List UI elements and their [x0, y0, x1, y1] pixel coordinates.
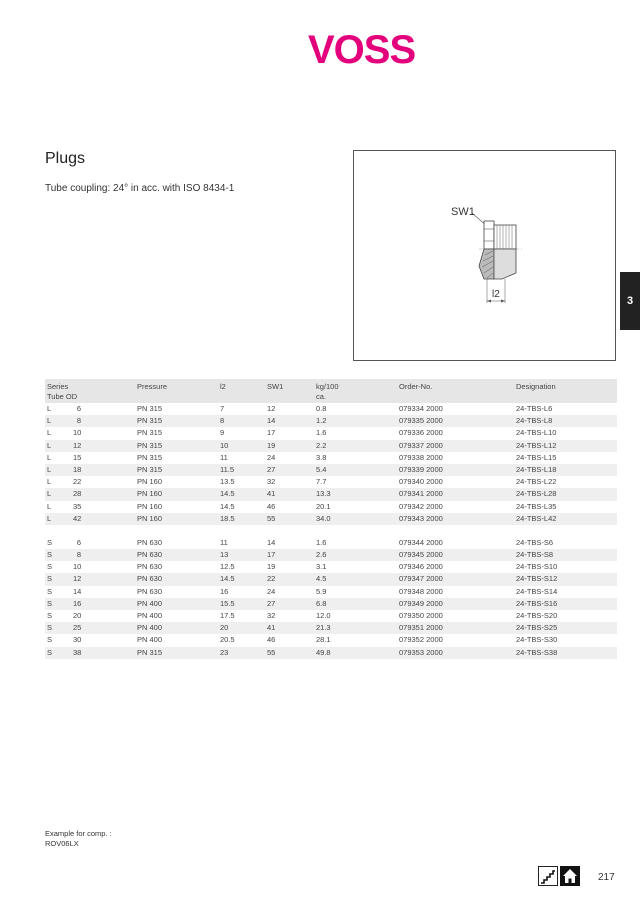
cell-sw1: 24: [267, 586, 276, 596]
cell-pressure: PN 315: [137, 452, 163, 462]
cell-pressure: PN 630: [137, 586, 163, 596]
cell-designation: 24-TBS-S20: [516, 611, 558, 620]
cell-order-no: 079343 2000: [399, 513, 443, 523]
cell-order-no: 079337 2000: [399, 440, 443, 450]
page-subtitle: Tube coupling: 24° in acc. with ISO 8434-1: [45, 183, 235, 194]
cell-l2: 14.5: [220, 489, 235, 499]
cell-pressure: PN 400: [137, 611, 163, 620]
cell-designation: 24-TBS-L12: [516, 440, 557, 450]
cell-pressure: PN 315: [137, 416, 163, 426]
table-row: [45, 537, 617, 549]
cell-pressure: PN 630: [137, 574, 163, 584]
header-series: Series Tube OD: [47, 382, 78, 401]
cell-pressure: PN 160: [137, 489, 163, 499]
cell-pressure: PN 160: [137, 477, 163, 487]
cell-designation: 24-TBS-L8: [516, 416, 553, 426]
cell-sw1: 46: [267, 635, 276, 645]
cell-series: S: [47, 562, 53, 572]
cell-l2: 10: [220, 440, 229, 450]
cell-sw1: 19: [267, 440, 276, 450]
cell-pressure: PN 315: [137, 440, 163, 450]
table-body-l: [45, 403, 617, 525]
cell-series: S: [47, 647, 53, 657]
cell-kg-per-100: 5.9: [316, 586, 327, 596]
cell-series: L: [47, 489, 52, 499]
cell-kg-per-100: 34.0: [316, 513, 331, 523]
cell-tube-od: 38: [73, 647, 82, 657]
cell-series: S: [47, 550, 53, 560]
header-pressure: Pressure: [137, 382, 168, 391]
l2-label: l2: [492, 289, 500, 300]
cell-designation: 24-TBS-L35: [516, 501, 557, 511]
table-row: [45, 464, 617, 476]
table-row: [45, 501, 617, 513]
cell-pressure: PN 160: [137, 513, 163, 523]
cell-tube-od: 42: [73, 513, 82, 523]
table-row: [45, 561, 617, 573]
cell-designation: 24-TBS-L18: [516, 464, 557, 474]
cell-order-no: 079340 2000: [399, 477, 443, 487]
cell-designation: 24-TBS-S38: [516, 647, 558, 657]
cell-series: S: [47, 611, 53, 620]
header-sw1: SW1: [267, 382, 284, 391]
footnote-line2: ROV06LX: [45, 839, 79, 848]
header-order-no: Order-No.: [399, 382, 433, 391]
cell-l2: 14.5: [220, 574, 235, 584]
cell-pressure: PN 630: [137, 562, 163, 572]
cell-tube-od: 14: [73, 586, 82, 596]
cell-tube-od: 28: [73, 489, 82, 499]
cell-kg-per-100: 1.2: [316, 416, 327, 426]
cell-order-no: 079349 2000: [399, 598, 443, 608]
page-number: 217: [598, 872, 615, 883]
cell-order-no: 079342 2000: [399, 501, 443, 511]
cell-l2: 11: [220, 452, 228, 462]
cell-kg-per-100: 2.2: [316, 440, 327, 450]
table-header: [45, 379, 617, 403]
table-row: [45, 586, 617, 598]
cell-designation: 24-TBS-S12: [516, 574, 558, 584]
cell-sw1: 24: [267, 452, 276, 462]
stairs-icon[interactable]: [538, 866, 558, 886]
cell-l2: 11: [220, 537, 228, 547]
cell-tube-od: 18: [73, 464, 82, 474]
cell-series: S: [47, 598, 53, 608]
table-row: [45, 440, 617, 452]
cell-series: S: [47, 537, 53, 547]
cell-tube-od: 6: [76, 537, 81, 547]
cell-pressure: PN 315: [137, 404, 163, 413]
cell-l2: 8: [220, 416, 225, 426]
table-row: [45, 476, 617, 488]
cell-sw1: 46: [267, 501, 276, 511]
cell-designation: 24-TBS-S25: [516, 623, 558, 633]
table-row: [45, 634, 617, 646]
table-row: [45, 415, 617, 427]
cell-order-no: 079339 2000: [399, 464, 443, 474]
cell-sw1: 27: [267, 598, 276, 608]
cell-kg-per-100: 7.7: [316, 477, 327, 487]
cell-sw1: 41: [267, 489, 276, 499]
cell-order-no: 079341 2000: [399, 489, 443, 499]
cell-kg-per-100: 3.1: [316, 562, 327, 572]
cell-sw1: 14: [267, 416, 276, 426]
cell-sw1: 55: [267, 647, 276, 657]
cell-tube-od: 8: [76, 416, 81, 426]
plug-drawing: [354, 151, 617, 362]
cell-pressure: PN 630: [137, 537, 163, 547]
cell-sw1: 41: [267, 623, 276, 633]
cell-l2: 12.5: [220, 562, 235, 572]
cell-series: S: [47, 623, 53, 633]
cell-sw1: 22: [267, 574, 276, 584]
cell-l2: 20: [220, 623, 229, 633]
cell-kg-per-100: 1.6: [316, 428, 327, 438]
cell-order-no: 079338 2000: [399, 452, 443, 462]
cell-l2: 20.5: [220, 635, 235, 645]
cell-sw1: 27: [267, 464, 276, 474]
cell-series: S: [47, 635, 53, 645]
cell-series: S: [47, 574, 53, 584]
cell-pressure: PN 315: [137, 428, 163, 438]
cell-tube-od: 25: [73, 623, 82, 633]
cell-order-no: 079347 2000: [399, 574, 443, 584]
cell-designation: 24-TBS-L10: [516, 428, 557, 438]
cell-order-no: 079353 2000: [399, 647, 443, 657]
cell-pressure: PN 400: [137, 598, 163, 608]
cell-sw1: 14: [267, 537, 276, 547]
table-row: [45, 549, 617, 561]
cell-sw1: 32: [267, 611, 276, 620]
cell-l2: 18.5: [220, 513, 235, 523]
cell-sw1: 12: [267, 404, 276, 413]
cell-sw1: 32: [267, 477, 276, 487]
cell-l2: 13.5: [220, 477, 235, 487]
cell-tube-od: 22: [73, 477, 82, 487]
cell-order-no: 079334 2000: [399, 404, 443, 413]
cell-series: L: [47, 513, 52, 523]
cell-kg-per-100: 5.4: [316, 464, 327, 474]
table-row: [45, 598, 617, 610]
cell-series: L: [47, 452, 52, 462]
table-row: [45, 573, 617, 585]
table-row: [45, 488, 617, 500]
cell-kg-per-100: 6.8: [316, 598, 327, 608]
cell-pressure: PN 315: [137, 464, 163, 474]
cell-tube-od: 30: [73, 635, 82, 645]
cell-l2: 13: [220, 550, 229, 560]
cell-series: L: [47, 501, 52, 511]
cell-l2: 16: [220, 586, 229, 596]
footnote: [45, 829, 112, 849]
cell-tube-od: 10: [73, 562, 82, 572]
cell-designation: 24-TBS-S6: [516, 537, 554, 547]
cell-designation: 24-TBS-L15: [516, 452, 557, 462]
cell-series: L: [47, 477, 52, 487]
cell-order-no: 079351 2000: [399, 623, 443, 633]
cell-series: L: [47, 416, 52, 426]
cell-pressure: PN 400: [137, 635, 163, 645]
cell-designation: 24-TBS-S16: [516, 598, 558, 608]
cell-tube-od: 10: [73, 428, 82, 438]
cell-kg-per-100: 2.6: [316, 550, 327, 560]
cell-sw1: 17: [267, 428, 276, 438]
cell-order-no: 079336 2000: [399, 428, 443, 438]
cell-kg-per-100: 3.8: [316, 452, 327, 462]
cell-tube-od: 6: [76, 404, 81, 413]
cell-tube-od: 8: [76, 550, 81, 560]
cell-order-no: 079346 2000: [399, 562, 443, 572]
cell-l2: 11.5: [220, 464, 235, 474]
header-l2: l2: [220, 382, 226, 391]
cell-tube-od: 16: [73, 598, 82, 608]
table-row: [45, 513, 617, 525]
cell-designation: 24-TBS-L22: [516, 477, 557, 487]
cell-order-no: 079345 2000: [399, 550, 443, 560]
table-row: [45, 427, 617, 439]
cell-l2: 9: [220, 428, 225, 438]
sw1-label: SW1: [451, 206, 475, 218]
cell-series: L: [47, 464, 52, 474]
cell-kg-per-100: 1.6: [316, 537, 327, 547]
page-title: Plugs: [45, 150, 86, 167]
table-row: [45, 452, 617, 464]
voss-logo: VOSS: [308, 28, 416, 72]
footnote-line1: Example for comp. :: [45, 829, 112, 838]
cell-kg-per-100: 21.3: [316, 623, 331, 633]
cell-tube-od: 15: [73, 452, 82, 462]
table-row: [45, 403, 617, 415]
cell-sw1: 17: [267, 550, 276, 560]
cell-l2: 7: [220, 404, 225, 413]
cell-order-no: 079335 2000: [399, 416, 443, 426]
cell-designation: 24-TBS-L42: [516, 513, 557, 523]
cell-series: S: [47, 586, 53, 596]
cell-pressure: PN 630: [137, 550, 163, 560]
cell-l2: 15.5: [220, 598, 235, 608]
cell-tube-od: 12: [73, 574, 82, 584]
cell-tube-od: 20: [73, 611, 82, 620]
cell-l2: 17.5: [220, 611, 235, 620]
cell-order-no: 079344 2000: [399, 537, 443, 547]
cell-designation: 24-TBS-S10: [516, 562, 558, 572]
cell-l2: 14.5: [220, 501, 235, 511]
cell-kg-per-100: 4.5: [316, 574, 327, 584]
table-body-s: [45, 537, 617, 659]
table-row: [45, 647, 617, 659]
header-kg: kg/100 ca.: [316, 382, 339, 401]
cell-sw1: 19: [267, 562, 276, 572]
cell-designation: 24-TBS-L28: [516, 489, 557, 499]
technical-drawing: [353, 150, 616, 361]
cell-l2: 23: [220, 647, 229, 657]
table-row: [45, 610, 617, 622]
cell-order-no: 079350 2000: [399, 611, 443, 620]
cell-kg-per-100: 49.8: [316, 647, 331, 657]
cell-series: L: [47, 428, 52, 438]
cell-order-no: 079348 2000: [399, 586, 443, 596]
cell-kg-per-100: 12.0: [316, 611, 331, 620]
cell-pressure: PN 160: [137, 501, 163, 511]
home-icon[interactable]: [560, 866, 580, 886]
chapter-tab[interactable]: 3: [620, 272, 640, 330]
plugs-table: [45, 379, 617, 659]
header-designation: Designation: [516, 382, 556, 391]
table-row: [45, 622, 617, 634]
cell-pressure: PN 315: [137, 647, 163, 657]
cell-tube-od: 35: [73, 501, 82, 511]
cell-designation: 24-TBS-L6: [516, 404, 553, 413]
cell-kg-per-100: 13.3: [316, 489, 331, 499]
cell-series: L: [47, 440, 52, 450]
cell-order-no: 079352 2000: [399, 635, 443, 645]
cell-series: L: [47, 404, 52, 413]
cell-kg-per-100: 28.1: [316, 635, 331, 645]
cell-tube-od: 12: [73, 440, 82, 450]
cell-sw1: 55: [267, 513, 276, 523]
cell-kg-per-100: 20.1: [316, 501, 331, 511]
cell-pressure: PN 400: [137, 623, 163, 633]
cell-kg-per-100: 0.8: [316, 404, 327, 413]
cell-designation: 24-TBS-S8: [516, 550, 554, 560]
cell-designation: 24-TBS-S14: [516, 586, 558, 596]
cell-designation: 24-TBS-S30: [516, 635, 558, 645]
